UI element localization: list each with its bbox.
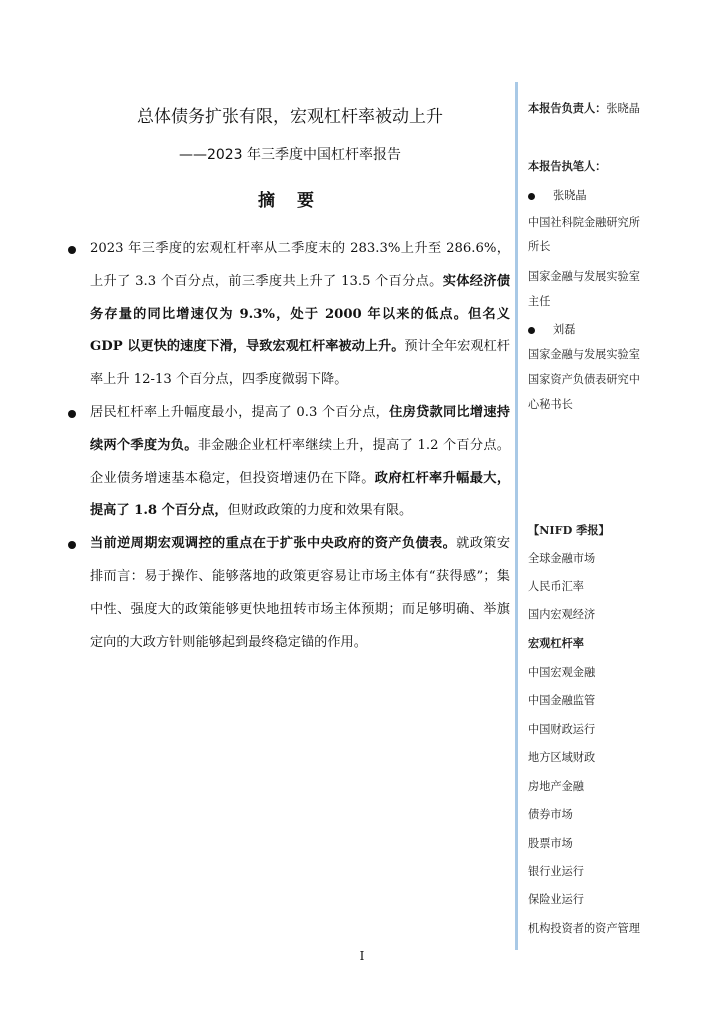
series-item[interactable]: 中国金融监管 — [528, 694, 596, 707]
sidebar-divider — [515, 82, 518, 950]
series-item[interactable]: 国内宏观经济 — [528, 608, 596, 621]
abstract-heading: 摘 要 — [258, 191, 322, 211]
responsible-name: 张晓晶 — [606, 102, 640, 115]
series-item[interactable]: 债券市场 — [528, 808, 573, 821]
abstract-text: 非金融企业杠杆率继续上升，提高了 1.2 个百分点。企业债务增速基本稳定，但投资增速仍在下降。 — [90, 437, 510, 486]
abstract-item — [70, 233, 510, 397]
author-affiliation: 所长 — [528, 240, 551, 253]
abstract-emphasis: 住房贷款同比增速持续两个季度为负。 — [90, 404, 510, 453]
abstract-text: 但财政政策的力度和效果有限。 — [227, 503, 413, 519]
author-affiliation: 中国社科院金融研究所 — [528, 216, 640, 229]
series-item[interactable]: 全球金融市场 — [528, 552, 596, 565]
author-name: 刘磊 — [528, 321, 575, 337]
page-number: I — [359, 949, 365, 963]
abstract-text: 预计全年宏观杠杆率上升 12-13 个百分点，四季度微弱下降。 — [90, 339, 510, 388]
bullet-icon — [68, 541, 76, 549]
author-affiliation: 国家金融与发展实验室 — [528, 348, 640, 361]
abstract-item — [70, 397, 510, 528]
abstract-emphasis: 政府杠杆率升幅最大，提高了 1.8 个百分点， — [90, 470, 511, 519]
abstract-item — [70, 528, 510, 659]
bullet-icon — [68, 410, 76, 418]
series-item[interactable]: 地方区域财政 — [528, 751, 596, 764]
author-affiliation: 国家金融与发展实验室 — [528, 270, 640, 283]
series-item-current[interactable]: 宏观杠杆率 — [528, 636, 584, 650]
author-name: 张晓晶 — [528, 187, 587, 203]
abstract-text: 就政策安排而言：易于操作、能够落地的政策更容易让市场主体有“获得感”；集中性、强度大的政策能够更快地扭转市场主体预期；而足够明确、举旗定向的大政方针则能够起到最终稳定锚的作用。 — [90, 536, 511, 650]
series-title: 【NIFD 季报】 — [528, 523, 610, 537]
abstract-list — [70, 233, 510, 659]
author-affiliation: 主任 — [528, 295, 551, 308]
series-item[interactable]: 中国财政运行 — [528, 723, 596, 736]
responsible-label: 本报告负责人： — [528, 101, 607, 115]
abstract-text: 2023 年三季度的宏观杠杆率从二季度末的 283.3%上升至 286.6%，上升了 3.3 个百分点，前三季度共上升了 13.5 个百分点。 — [90, 241, 510, 289]
bullet-icon — [68, 246, 76, 254]
series-item[interactable]: 房地产金融 — [528, 780, 584, 793]
report-title: 总体债务扩张有限，宏观杠杆率被动上升 — [137, 107, 443, 127]
authors-label: 本报告执笔人： — [528, 159, 607, 173]
abstract-text: 居民杠杆率上升幅度最小，提高了 0.3 个百分点， — [90, 404, 390, 420]
abstract-emphasis: 当前逆周期宏观调控的重点在于扩张中央政府的资产负债表。 — [90, 536, 457, 552]
series-item[interactable]: 机构投资者的资产管理 — [528, 922, 640, 935]
series-item[interactable]: 人民币汇率 — [528, 580, 584, 593]
series-item[interactable]: 保险业运行 — [528, 893, 584, 906]
series-item[interactable]: 股票市场 — [528, 837, 573, 850]
bullet-icon — [528, 193, 535, 200]
responsible-person — [528, 100, 640, 116]
series-item[interactable]: 中国宏观金融 — [528, 666, 596, 679]
report-subtitle: ——2023 年三季度中国杠杆率报告 — [178, 147, 402, 163]
bullet-icon — [528, 327, 535, 334]
author-affiliation: 国家资产负债表研究中 — [528, 373, 640, 386]
abstract-emphasis: 实体经济债务存量的同比增速仅为 9.3%，处于 2000 年以来的低点。但名义 GDP 以更快的速度下滑，导致宏观杠杆率被动上升。 — [90, 273, 511, 355]
series-item[interactable]: 银行业运行 — [528, 865, 584, 878]
author-affiliation: 心秘书长 — [528, 398, 573, 411]
